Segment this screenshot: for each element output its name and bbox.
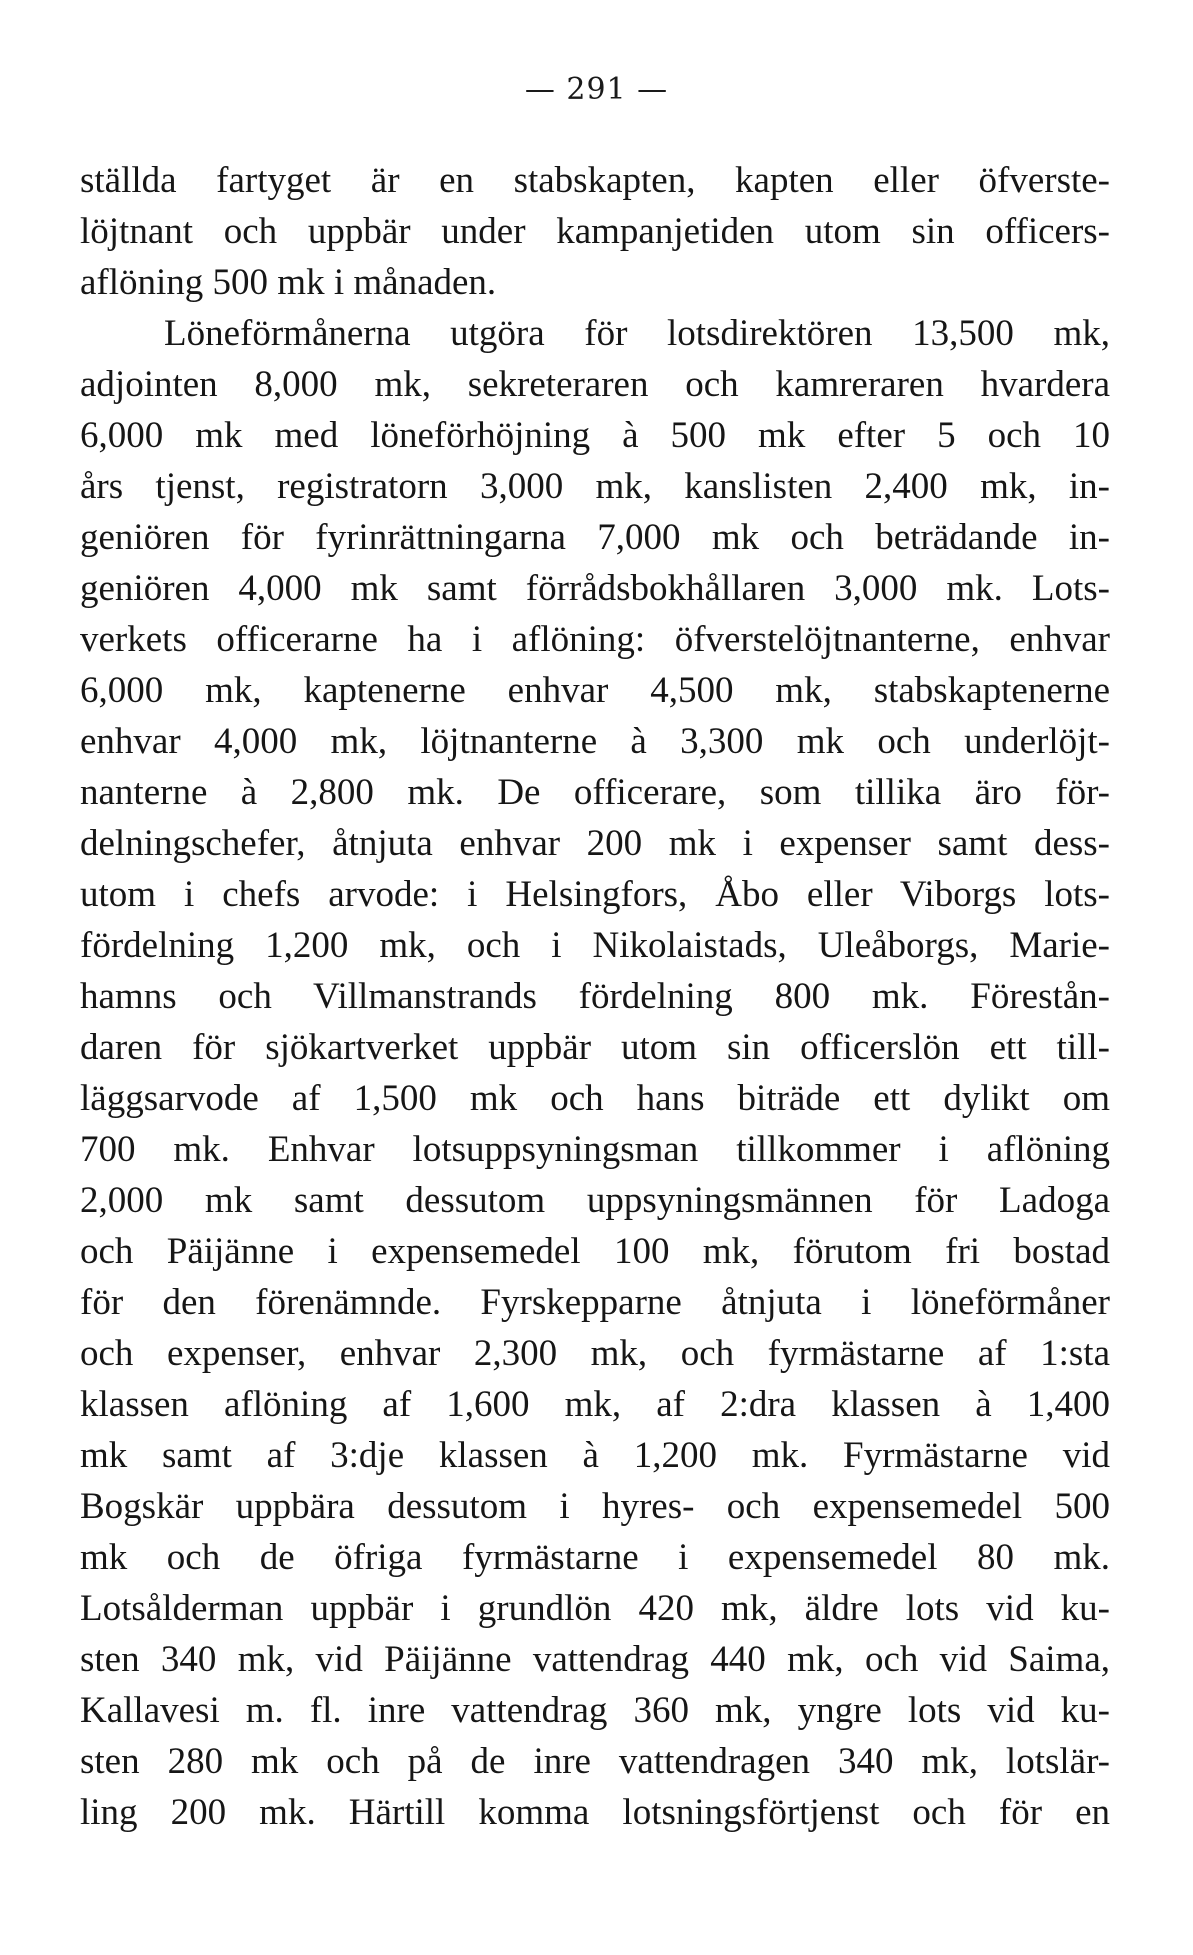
text-line: fördelning 1,200 mk, och i Nikolaistads, Uleåborgs, Marie-: [80, 925, 1110, 966]
text-line: och Päijänne i expensemedel 100 mk, förutom fri bostad: [80, 1231, 1110, 1272]
text-line: enhvar 4,000 mk, löjtnanterne à 3,300 mk och underlöjt-: [80, 721, 1110, 762]
text-line: Bogskär uppbära dessutom i hyres- och expensemedel 500: [80, 1486, 1110, 1527]
text-line: löjtnant och uppbär under kampanjetiden utom sin officers-: [80, 211, 1110, 252]
text-line: Löneförmånerna utgöra för lotsdirektören 13,500 mk,: [164, 313, 1110, 354]
text-line: verkets officerarne ha i aflöning: öfverstelöjtnanterne, enhvar: [80, 619, 1110, 660]
text-line: sten 340 mk, vid Päijänne vattendrag 440 mk, och vid Saima,: [80, 1639, 1110, 1680]
text-line: och expenser, enhvar 2,300 mk, och fyrmästarne af 1:sta: [80, 1333, 1110, 1374]
text-line: Lotsålderman uppbär i grundlön 420 mk, äldre lots vid ku-: [80, 1588, 1110, 1629]
page-number: — 291 —: [524, 72, 669, 107]
text-line: geniören för fyrinrättningarna 7,000 mk och beträdande in-: [80, 517, 1110, 558]
text-line: delningschefer, åtnjuta enhvar 200 mk i expenser samt dess-: [80, 823, 1110, 864]
text-line: klassen aflöning af 1,600 mk, af 2:dra klassen à 1,400: [80, 1384, 1110, 1425]
text-line: 6,000 mk, kaptenerne enhvar 4,500 mk, stabskaptenerne: [80, 670, 1110, 711]
text-line: aflöning 500 mk i månaden.: [80, 262, 497, 303]
text-line: mk samt af 3:dje klassen à 1,200 mk. Fyrmästarne vid: [80, 1435, 1110, 1476]
text-line: hamns och Villmanstrands fördelning 800 mk. Förestån-: [80, 976, 1110, 1017]
text-line: geniören 4,000 mk samt förrådsbokhållaren 3,000 mk. Lots-: [80, 568, 1110, 609]
text-line: utom i chefs arvode: i Helsingfors, Åbo eller Viborgs lots-: [80, 874, 1110, 915]
text-line: läggsarvode af 1,500 mk och hans biträde ett dylikt om: [80, 1078, 1110, 1119]
text-line: Kallavesi m. fl. inre vattendrag 360 mk, yngre lots vid ku-: [80, 1690, 1110, 1731]
text-line: 2,000 mk samt dessutom uppsyningsmännen för Ladoga: [80, 1180, 1110, 1221]
text-line: nanterne à 2,800 mk. De officerare, som tillika äro för-: [80, 772, 1110, 813]
text-line: för den förenämnde. Fyrskepparne åtnjuta i löneförmåner: [80, 1282, 1110, 1323]
body-text: [80, 155, 1110, 1838]
text-line: mk och de öfriga fyrmästarne i expensemedel 80 mk.: [80, 1537, 1110, 1578]
text-line: ställda fartyget är en stabskapten, kapten eller öfverste-: [80, 160, 1110, 201]
text-line: års tjenst, registratorn 3,000 mk, kanslisten 2,400 mk, in-: [80, 466, 1110, 507]
text-line: daren för sjökartverket uppbär utom sin officerslön ett till-: [80, 1027, 1110, 1068]
text-line: 6,000 mk med löneförhöjning à 500 mk efter 5 och 10: [80, 415, 1110, 456]
text-line: adjointen 8,000 mk, sekreteraren och kamreraren hvardera: [80, 364, 1110, 405]
text-line: 700 mk. Enhvar lotsuppsyningsman tillkommer i aflöning: [80, 1129, 1110, 1170]
text-line: sten 280 mk och på de inre vattendragen 340 mk, lotslär-: [80, 1741, 1110, 1782]
text-line: ling 200 mk. Härtill komma lotsningsförtjenst och för en: [80, 1792, 1110, 1833]
